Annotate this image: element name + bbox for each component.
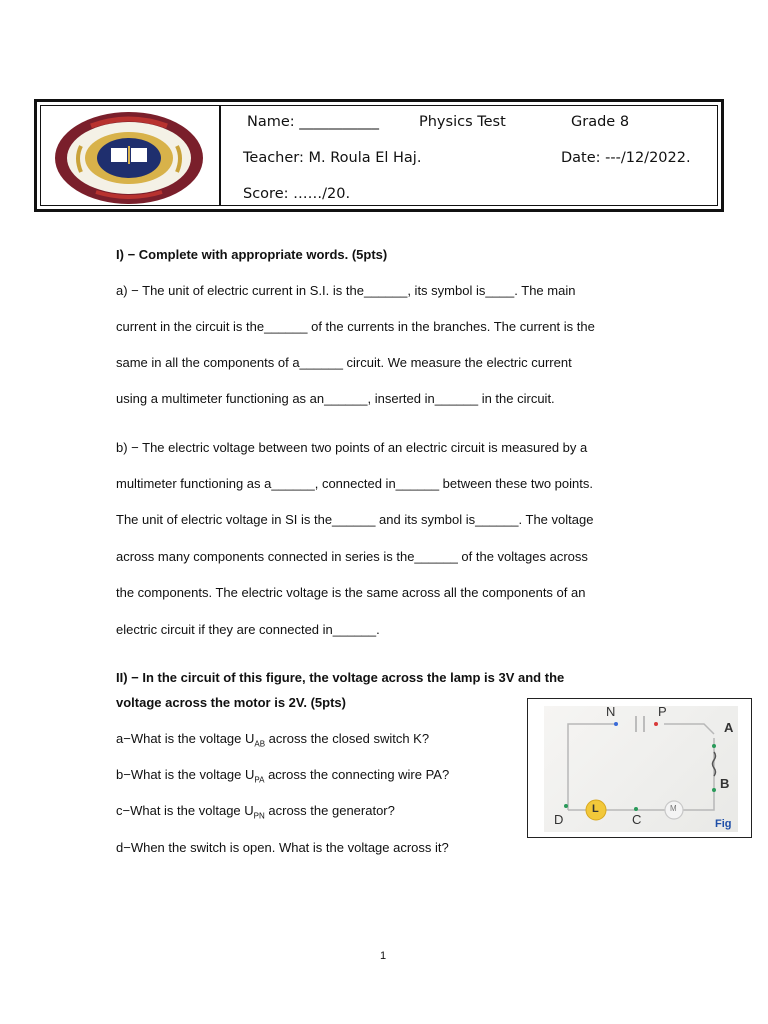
label-motor: M [670, 804, 677, 813]
label-n: N [606, 704, 616, 719]
date-label: Date: ---/12/2022. [561, 150, 691, 166]
question-c: c−What is the voltage $U_{PN}$ across the generator? [116, 803, 395, 821]
q-a-line: a) − The unit of electric current in S.I. is the______, its symbol is____. The main [116, 283, 576, 298]
section-2-heading-line1: II) − In the circuit of this figure, the voltage across the lamp is 3V and the [116, 670, 565, 685]
label-lamp: L [592, 803, 599, 815]
label-b: B [720, 776, 730, 791]
circuit-figure [527, 698, 752, 838]
section-1-heading: I) − Complete with appropriate words. (5pts) [116, 247, 388, 262]
page-number: 1 [380, 950, 387, 962]
header-box [34, 99, 724, 212]
q-b-line: the components. The electric voltage is the same across all the components of an [116, 585, 586, 600]
label-a: A [724, 720, 734, 735]
school-seal-icon [41, 106, 219, 211]
q-a-line: same in all the components of a______ circuit. We measure the electric current [116, 355, 572, 370]
question-a: a−What is the voltage $U_{AB}$ across the closed switch K? [116, 731, 430, 749]
q-b-line: The unit of electric voltage in SI is the______ and its symbol is______. The voltage [116, 512, 594, 527]
q-b-line: across many components connected in series is the______ of the voltages across [116, 549, 588, 564]
teacher-label: Teacher: M. Roula El Haj. [243, 150, 422, 166]
q-b-line: multimeter functioning as a______, connected in______ between these two points. [116, 476, 593, 491]
q-a-line: current in the circuit is the______ of the currents in the branches. The current is the [116, 319, 595, 334]
label-p: P [658, 704, 667, 719]
score-label: Score: ……/20. [243, 186, 351, 202]
q-b-line: electric circuit if they are connected in______. [116, 622, 380, 637]
school-logo [41, 106, 221, 205]
question-b: b−What is the voltage $U_{PA}$ across the connecting wire PA? [116, 767, 450, 785]
grade-label: Grade 8 [571, 114, 630, 130]
section-2-heading-line2: voltage across the motor is 2V. (5pts) [116, 695, 346, 710]
label-d: D [554, 812, 564, 827]
test-title: Physics Test [419, 114, 506, 130]
label-c: C [632, 812, 642, 827]
circuit-photo [544, 706, 738, 832]
name-field: Name: ___________ [247, 114, 380, 130]
question-d: d−When the switch is open. What is the voltage across it? [116, 840, 449, 855]
q-b-line: b) − The electric voltage between two points of an electric circuit is measured by a [116, 440, 588, 455]
label-fig: Fig [715, 818, 732, 830]
q-a-line: using a multimeter functioning as an______, inserted in______ in the circuit. [116, 391, 555, 406]
